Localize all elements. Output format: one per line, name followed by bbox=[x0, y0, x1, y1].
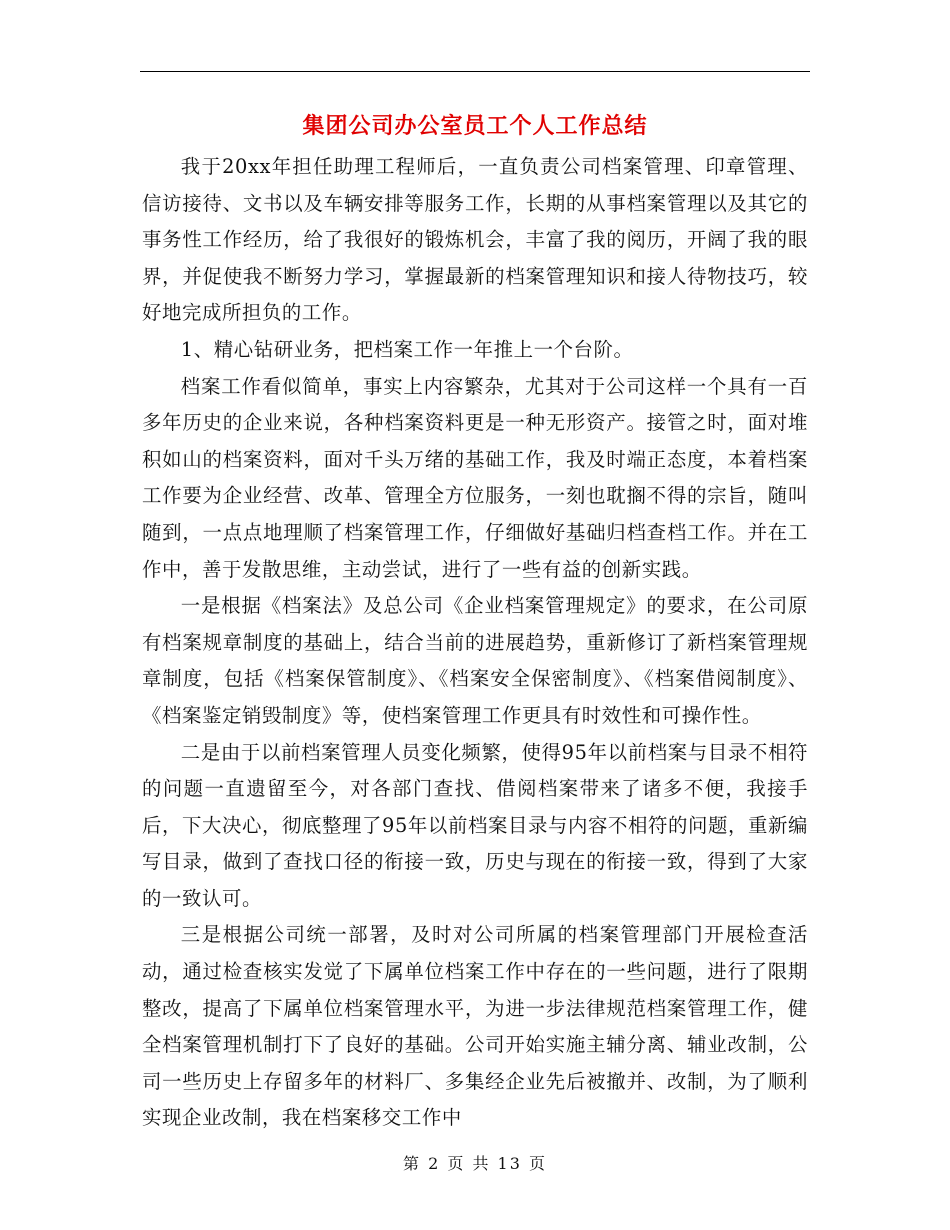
header-rule bbox=[140, 71, 810, 72]
document-body bbox=[142, 149, 808, 1137]
paragraph: 档案工作看似简单，事实上内容繁杂，尤其对于公司这样一个具有一百多年历史的企业来说，各种档案资料更是一种无形资产。接管之时，面对堆积如山的档案资料，面对千头万绪的基础工作，我及时端正态度，本着档案工作要为企业经营、改革、管理全方位服务，一刻也耽搁不得的宗旨，随叫随到，一点点地理顺了档案管理工作，仔细做好基础归档查档工作。并在工作中，善于发散思维，主动尝试，进行了一些有益的创新实践。 bbox=[142, 374, 808, 581]
paragraph: 1、精心钻研业务，把档案工作一年推上一个台阶。 bbox=[180, 337, 634, 361]
paragraph: 三是根据公司统一部署，及时对公司所属的档案管理部门开展检查活动，通过检查核实发觉了下属单位档案工作中存在的一些问题，进行了限期整改，提高了下属单位档案管理水平，为进一步法律规范档案管理工作，健全档案管理机制打下了良好的基础。公司开始实施主辅分离、辅业改制，公司一些历史上存留多年的材料厂、多集经企业先后被撤并、改制，为了顺利实现企业改制，我在档案移交工作中 bbox=[142, 923, 808, 1130]
document-title: 集团公司办公室员工个人工作总结 bbox=[302, 113, 648, 139]
paragraph: 一是根据《档案法》及总公司《企业档案管理规定》的要求，在公司原有档案规章制度的基础上，结合当前的进展趋势，重新修订了新档案管理规章制度，包括《档案保管制度》、《档案安全保密制度》、《档案借阅制度》、《档案鉴定销毁制度》等，使档案管理工作更具有时效性和可操作性。 bbox=[142, 594, 808, 727]
page-number-footer: 第 2 页 共 13 页 bbox=[403, 1154, 547, 1173]
paragraph: 我于20xx年担任助理工程师后，一直负责公司档案管理、印章管理、信访接待、文书以及车辆安排等服务工作，长期的从事档案管理以及其它的事务性工作经历，给了我很好的锻炼机会，丰富了我的阅历，开阔了我的眼界，并促使我不断努力学习，掌握最新的档案管理知识和接人待物技巧，较好地完成所担负的工作。 bbox=[142, 155, 808, 325]
paragraph: 二是由于以前档案管理人员变化频繁，使得95年以前档案与目录不相符的问题一直遗留至今，对各部门查找、借阅档案带来了诸多不便，我接手后，下大决心，彻底整理了95年以前档案目录与内容不相符的问题，重新编写目录，做到了查找口径的衔接一致，历史与现在的衔接一致，得到了大家的一致认可。 bbox=[142, 740, 808, 910]
